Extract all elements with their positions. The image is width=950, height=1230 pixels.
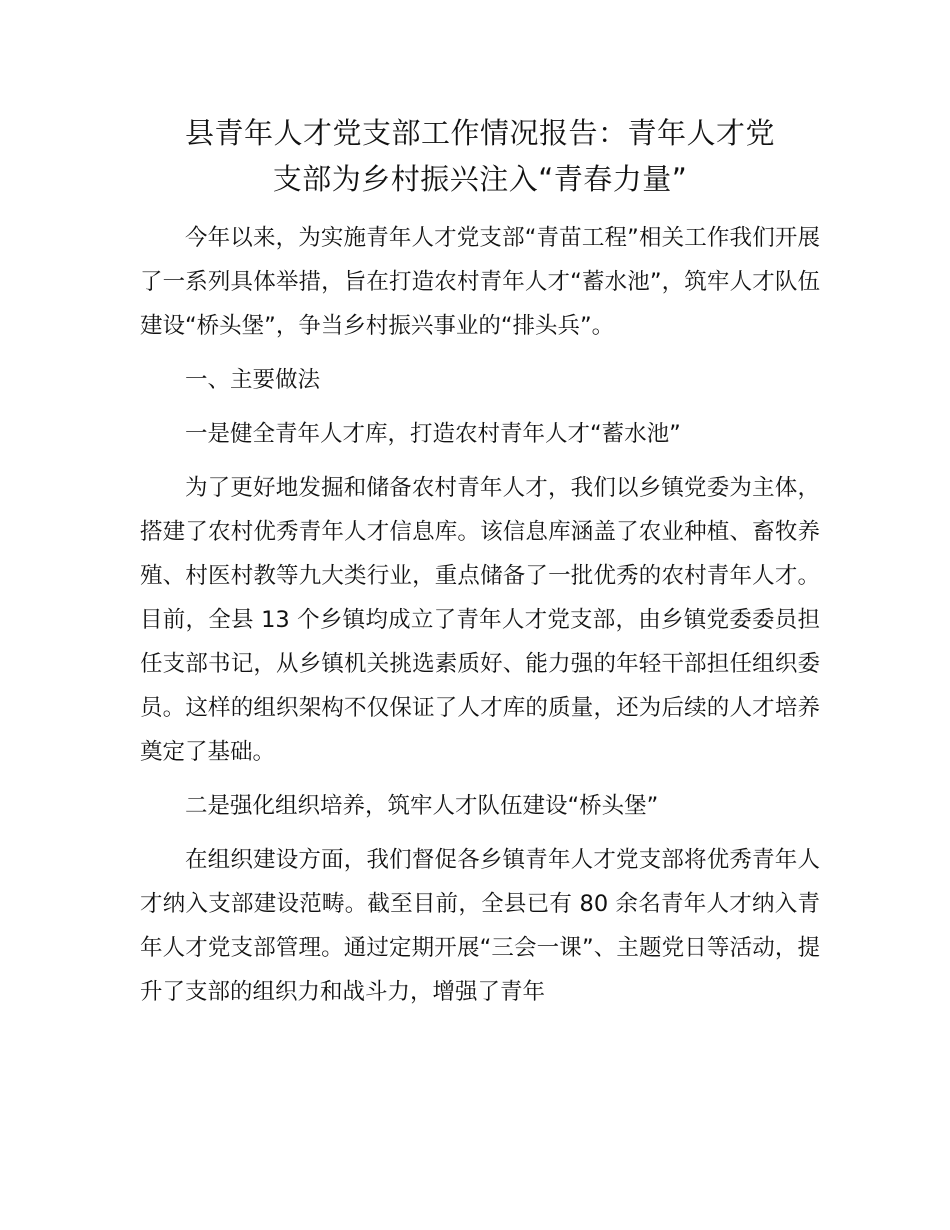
talent-pool-paragraph: 为了更好地发掘和储备农村青年人才，我们以乡镇党委为主体，搭建了农村优秀青年人才信息库。该信息库涵盖了农业种植、畜牧养殖、村医村教等九大类行业，重点储备了一批优秀的农村青年人才。目前，全县 13 个乡镇均成立了青年人才党支部，由乡镇党委委员担任支部书记，从乡镇机关挑选素质好、能力强的年轻干部担任组织委员。这样的组织架构不仅保证了人才库的质量，还为后续的人才培养奠定了基础。 <box>140 475 820 765</box>
intro-paragraph: 今年以来，为实施青年人才党支部“青苗工程”相关工作我们开展了一系列具体举措，旨在打造农村青年人才“蓄水池”，筑牢人才队伍建设“桥头堡”，争当乡村振兴事业的“排头兵”。 <box>140 225 820 339</box>
title-line-2: 支部为乡村振兴注入“青春力量” <box>272 162 688 196</box>
section-heading-main-practices: 一、主要做法 <box>185 367 321 393</box>
title-line-1: 县青年人才党支部工作情况报告：青年人才党 <box>184 116 775 150</box>
organization-paragraph: 在组织建设方面，我们督促各乡镇青年人才党支部将优秀青年人才纳入支部建设范畴。截至目前，全县已有 80 余名青年人才纳入青年人才党支部管理。通过定期开展“三会一课”、主题党日等活动，提升了支部的组织力和战斗力，增强了青年 <box>140 847 820 1005</box>
subheading-organization-training: 二是强化组织培养，筑牢人才队伍建设“桥头堡” <box>185 793 659 819</box>
subheading-talent-pool: 一是健全青年人才库，打造农村青年人才“蓄水池” <box>185 421 681 447</box>
document-body <box>140 216 820 1014</box>
document-title <box>140 110 820 202</box>
document-page <box>140 110 820 1014</box>
